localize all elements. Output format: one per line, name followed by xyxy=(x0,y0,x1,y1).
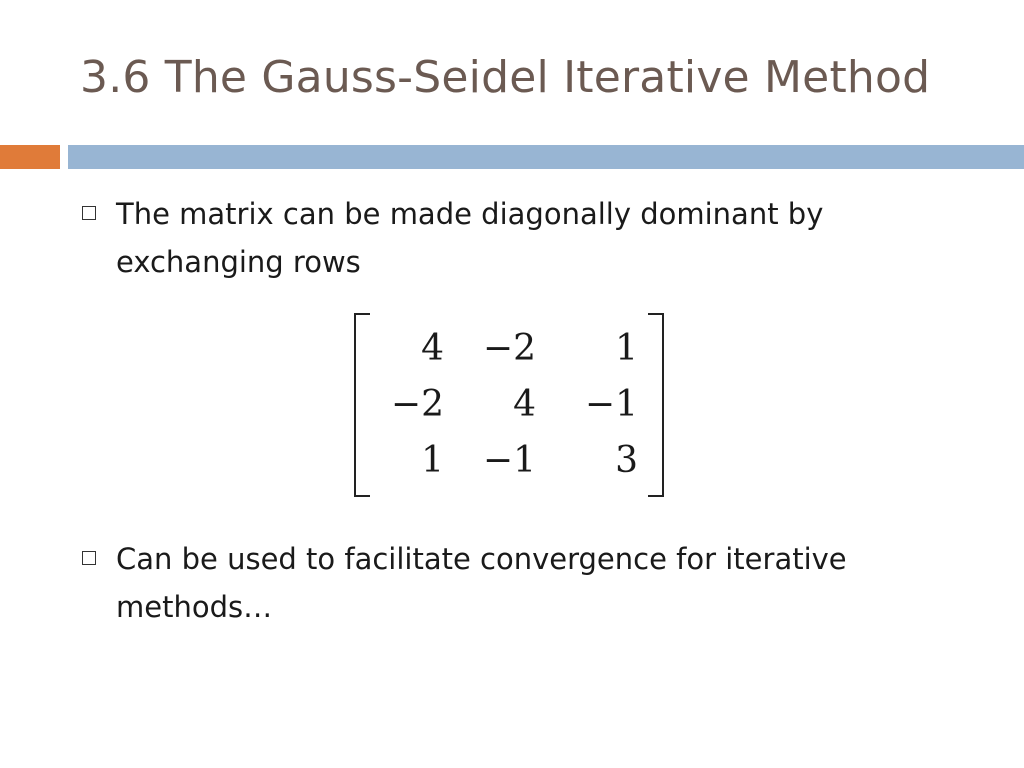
bullet-text: Can be used to facilitate convergence for iterative methods… xyxy=(116,542,847,624)
bullet-text: The matrix can be made diagonally dominant by exchanging rows xyxy=(116,197,824,279)
matrix-cell-r1c2: −2 xyxy=(482,328,536,369)
matrix-cell-r3c3: 3 xyxy=(615,440,638,481)
matrix-cell-r3c1: 1 xyxy=(421,440,444,481)
matrix-cell-r2c2: 4 xyxy=(513,384,536,425)
matrix-cell-r3c2: −1 xyxy=(482,440,536,481)
square-bullet-icon xyxy=(82,206,96,220)
square-bullet-icon xyxy=(82,551,96,565)
left-bracket xyxy=(354,313,370,497)
right-bracket xyxy=(648,313,664,497)
matrix-cell-r2c1: −2 xyxy=(390,384,444,425)
slide-title: 3.6 The Gauss-Seidel Iterative Method xyxy=(80,52,931,103)
matrix-cell-r2c3: −1 xyxy=(584,384,638,425)
matrix-cell-r1c3: 1 xyxy=(615,328,638,369)
accent-rule xyxy=(0,145,60,169)
matrix-cell-r1c1: 4 xyxy=(421,328,444,369)
matrix xyxy=(350,313,668,497)
title-rule xyxy=(68,145,1024,169)
